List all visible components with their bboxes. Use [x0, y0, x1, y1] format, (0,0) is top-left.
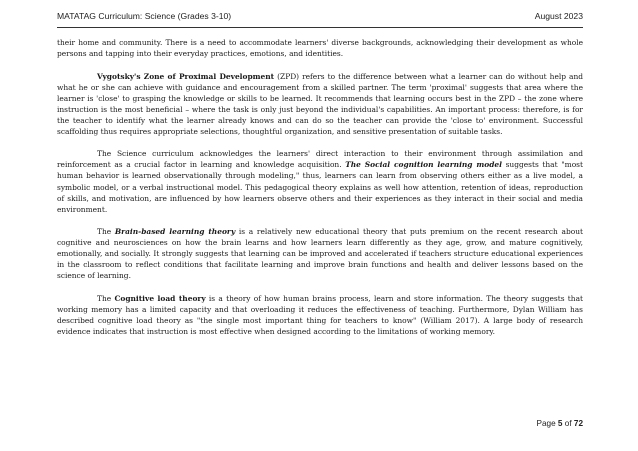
term-cognitive-load: Cognitive load theory: [114, 293, 206, 303]
paragraph-social-cognition: [57, 148, 583, 214]
paragraph-text: is a relatively new educational theory that puts premium on the recent research about cognitive and neurosciences on how the brain learns and how learners learn differently as they age, grow, and mature cognitively, emotionally, and socially. It strongly suggests that learning can be improved and accelerated if teachers structure educational experiences in the classroom to reflect conditions that facilitate learning and improve brain functions and health and deliver lessons based on the science of learning.: [57, 227, 583, 281]
paragraph-cognitive-load: [57, 293, 583, 337]
document-body: [57, 37, 583, 349]
page-number: 5: [557, 419, 563, 428]
document-date: August 2023: [534, 11, 583, 21]
paragraph-text: suggests that "most human behavior is learned observationally through modeling," thus, learners can learn from observing others either as a live model, a symbolic model, or a verbal instructional model. This pedagogical theory explains as well how attention, retention of ideas, reproduction of skills, and motivation, are influenced by how learners observe others and their experiences as they interact in their social and media environment.: [57, 160, 583, 214]
term-zpd: Vygotsky's Zone of Proximal Development: [97, 71, 275, 81]
page-label: Page: [536, 419, 556, 428]
term-social-cognition: The Social cognition learning model: [345, 160, 502, 170]
paragraph-text: The Science curriculum acknowledges the learners' direct interaction to their environment through assimilation and reinforcement as a crucial factor in learning and knowledge acquisition.: [57, 149, 583, 170]
paragraph-continuation: [57, 37, 583, 59]
page-footer: [537, 419, 583, 428]
term-brain-based: Brain-based learning theory: [114, 227, 236, 237]
document-title: MATATAG Curriculum: Science (Grades 3-10): [57, 11, 232, 21]
total-pages: 72: [573, 419, 583, 428]
paragraph-text: (ZPD) refers to the difference between what a learner can do without help and what he or she can achieve with guidance and encouragement from a skilled partner. The term 'proximal' suggests that area where the learner is 'close' to grasping the knowledge or skills to be learned. It recommends that learning occurs best in the ZPD – the zone where instruction is the most beneficial – where the task is only just beyond the individual's capabilities. An important process: therefore, is for the teacher to identify what the learner already knows and can do so the teacher can provide the 'close to' environment. Successful scaffolding thus requires appropriate selections, thoughtful organization, and sensitive presentation of suitable tasks.: [57, 71, 583, 136]
paragraph-text: is a theory of how human brains process, learn and store information. The theory suggests that working memory has a limited capacity and that overloading it reduces the effectiveness of teaching. Furthermore, Dylan William has described cognitive load theory as "the single most important thing for teachers to know" (William 2017). A large body of research evidence indicates that instruction is most effective when designed according to the limitations of working memory.: [57, 293, 583, 337]
paragraph-text: their home and community. There is a need to accommodate learners' diverse backgrounds, acknowledging their development as whole persons and tapping into their everyday practices, emotions, and identities.: [57, 38, 583, 59]
header-divider: [57, 27, 583, 28]
paragraph-text: The: [97, 293, 115, 303]
paragraph-text: The: [97, 227, 115, 237]
paragraph-brain-based: [57, 226, 583, 281]
page-header: [57, 11, 583, 25]
of-label: of: [564, 419, 572, 428]
paragraph-zpd: [57, 71, 583, 137]
